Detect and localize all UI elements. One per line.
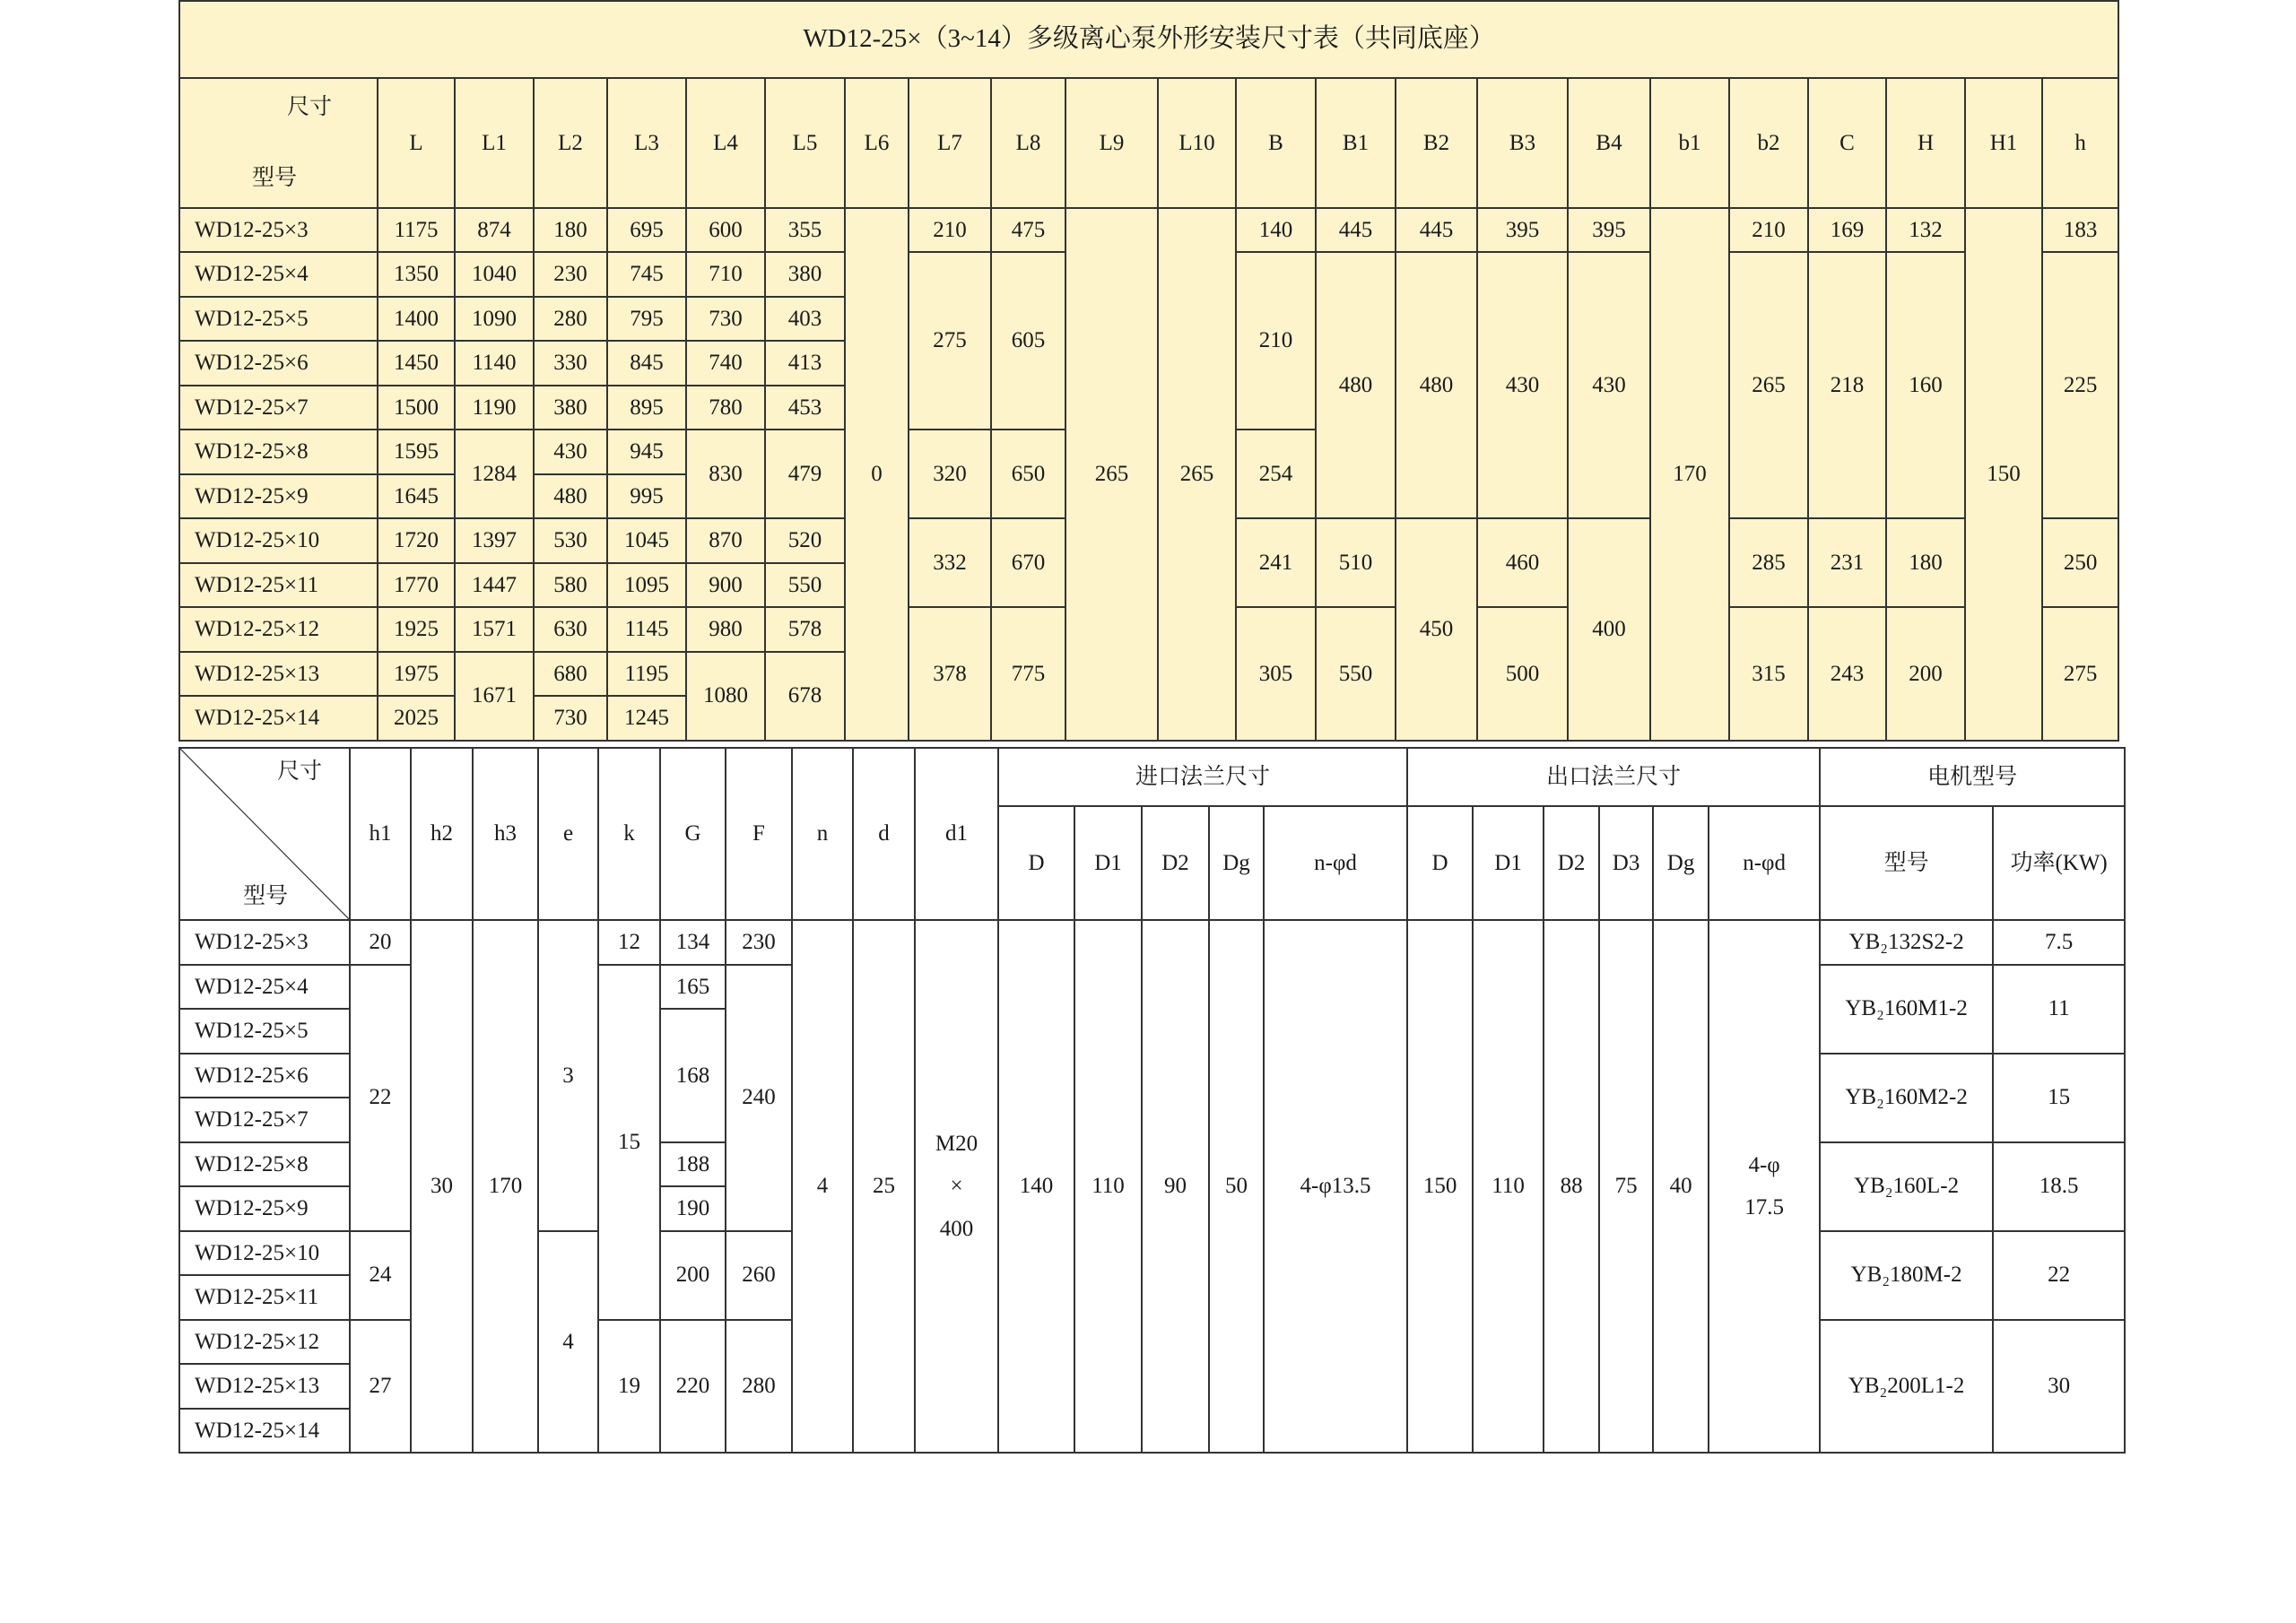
value-cell: 22: [350, 965, 411, 1231]
model-cell: WD12-25×9: [179, 1186, 350, 1231]
value-cell: 530: [534, 518, 607, 563]
column-header-l6: L6: [845, 78, 909, 208]
column-header-d: d: [853, 748, 915, 920]
value-cell: YB₂160L-2: [1820, 1142, 1993, 1231]
value-cell: 275: [909, 252, 991, 430]
value-cell: 315: [1729, 607, 1808, 741]
value-cell: 510: [1316, 518, 1396, 607]
value-cell: 400: [1568, 518, 1650, 741]
value-cell: 745: [607, 252, 686, 297]
column-header-l9: L9: [1065, 78, 1158, 208]
model-cell: WD12-25×10: [179, 1231, 350, 1276]
value-cell: 1925: [378, 607, 455, 652]
column-header-n: n: [792, 748, 853, 920]
value-cell: 520: [765, 518, 845, 563]
value-cell: 140: [998, 920, 1074, 1453]
value-cell: 1245: [607, 696, 686, 741]
value-cell: 460: [1477, 518, 1568, 607]
value-cell: 600: [686, 208, 765, 253]
value-cell: 1671: [455, 652, 534, 741]
value-cell: 40: [1653, 920, 1709, 1453]
value-cell: 4: [792, 920, 853, 1453]
value-cell: 27: [350, 1320, 411, 1454]
value-cell: 250: [2042, 518, 2118, 607]
model-cell: WD12-25×6: [179, 341, 378, 386]
value-cell: 12: [598, 920, 660, 965]
value-cell: 265: [1729, 252, 1808, 518]
outlet-column-header: Dg: [1653, 806, 1709, 920]
pump-dimension-table: [178, 0, 2119, 742]
model-cell: WD12-25×6: [179, 1054, 350, 1098]
flange-motor-table: [178, 747, 2126, 1454]
value-cell: 265: [1065, 208, 1158, 741]
value-cell: 243: [1808, 607, 1886, 741]
value-cell: 650: [991, 430, 1065, 518]
value-cell: 11: [1993, 965, 2125, 1054]
outlet-column-header: D1: [1473, 806, 1544, 920]
model-cell: WD12-25×13: [179, 652, 378, 697]
value-cell: 150: [1965, 208, 2042, 741]
value-cell: 180: [1886, 518, 1965, 607]
value-cell: 88: [1544, 920, 1599, 1453]
column-header-e: e: [538, 748, 598, 920]
model-cell: WD12-25×10: [179, 518, 378, 563]
value-cell: 1770: [378, 563, 455, 608]
motor-group-header: 电机型号: [1820, 748, 2125, 806]
column-header-l10: L10: [1158, 78, 1236, 208]
value-cell: 18.5: [1993, 1142, 2125, 1231]
value-cell: 275: [2042, 607, 2118, 741]
column-header-h1: h1: [350, 748, 411, 920]
value-cell: 480: [534, 474, 607, 519]
value-cell: 1350: [378, 252, 455, 297]
value-cell: 280: [726, 1320, 792, 1454]
outlet-column-header: D2: [1544, 806, 1599, 920]
value-cell: 200: [1886, 607, 1965, 741]
value-cell: 285: [1729, 518, 1808, 607]
column-header-l5: L5: [765, 78, 845, 208]
value-cell: 395: [1568, 208, 1650, 253]
value-cell: 30: [411, 920, 473, 1453]
value-cell: 1190: [455, 386, 534, 430]
value-cell: 150: [1407, 920, 1473, 1453]
model-cell: WD12-25×13: [179, 1364, 350, 1409]
value-cell: 22: [1993, 1231, 2125, 1320]
value-cell: 330: [534, 341, 607, 386]
value-cell: 870: [686, 518, 765, 563]
value-cell: 378: [909, 607, 991, 741]
model-cell: WD12-25×3: [179, 208, 378, 253]
value-cell: 140: [1236, 208, 1316, 253]
value-cell: 183: [2042, 208, 2118, 253]
value-cell: 30: [1993, 1320, 2125, 1454]
inlet-flange-group-header: 进口法兰尺寸: [998, 748, 1407, 806]
value-cell: YB₂200L1-2: [1820, 1320, 1993, 1454]
value-cell: 134: [660, 920, 726, 965]
outlet-column-header: D: [1407, 806, 1473, 920]
table-title: WD12-25×（3~14）多级离心泵外形安装尺寸表（共同底座）: [179, 1, 2118, 78]
value-cell: 1595: [378, 430, 455, 474]
value-cell: 430: [1568, 252, 1650, 518]
value-cell: 1645: [378, 474, 455, 519]
table-row: [179, 920, 2125, 965]
value-cell: 413: [765, 341, 845, 386]
column-header-l1: L1: [455, 78, 534, 208]
column-header-g: G: [660, 748, 726, 920]
motor-column-header: 功率(KW): [1993, 806, 2125, 920]
column-header-h: H: [1886, 78, 1965, 208]
value-cell: 15: [1993, 1054, 2125, 1142]
value-cell: YB₂160M2-2: [1820, 1054, 1993, 1142]
value-cell: 730: [686, 297, 765, 342]
column-header-k: k: [598, 748, 660, 920]
value-cell: 1140: [455, 341, 534, 386]
inlet-column-header: D: [998, 806, 1074, 920]
value-cell: 210: [1236, 252, 1316, 430]
value-cell: 19: [598, 1320, 660, 1454]
model-cell: WD12-25×9: [179, 474, 378, 519]
value-cell: 4-φ13.5: [1264, 920, 1407, 1453]
value-cell: 170: [473, 920, 538, 1453]
value-cell: 895: [607, 386, 686, 430]
inlet-column-header: Dg: [1209, 806, 1264, 920]
motor-column-header: 型号: [1820, 806, 1993, 920]
corner-dimension-label: 尺寸: [286, 95, 332, 119]
corner-model-label: 型号: [252, 166, 298, 190]
value-cell: 170: [1650, 208, 1729, 741]
value-cell: 240: [726, 965, 792, 1231]
outlet-column-header: n-φd: [1709, 806, 1820, 920]
value-cell: 395: [1477, 208, 1568, 253]
value-cell: 1040: [455, 252, 534, 297]
value-cell: 4: [538, 1231, 598, 1454]
model-cell: WD12-25×14: [179, 1409, 350, 1454]
value-cell: 254: [1236, 430, 1316, 518]
column-header-b: B: [1236, 78, 1316, 208]
value-cell: 210: [1729, 208, 1808, 253]
value-cell: 480: [1396, 252, 1477, 518]
value-cell: 280: [534, 297, 607, 342]
value-cell: 479: [765, 430, 845, 518]
column-header-b2: b2: [1729, 78, 1808, 208]
column-header-l3: L3: [607, 78, 686, 208]
value-cell: 845: [607, 341, 686, 386]
model-cell: WD12-25×8: [179, 430, 378, 474]
value-cell: 25: [853, 920, 915, 1453]
value-cell: 670: [991, 518, 1065, 607]
value-cell: 231: [1808, 518, 1886, 607]
value-cell: 320: [909, 430, 991, 518]
value-cell: 332: [909, 518, 991, 607]
value-cell: YB₂160M1-2: [1820, 965, 1993, 1054]
inlet-column-header: n-φd: [1264, 806, 1407, 920]
corner-header: [179, 748, 350, 920]
model-cell: WD12-25×7: [179, 386, 378, 430]
value-cell: M20 × 400: [915, 920, 998, 1453]
value-cell: 710: [686, 252, 765, 297]
value-cell: 775: [991, 607, 1065, 741]
value-cell: 15: [598, 965, 660, 1320]
value-cell: 630: [534, 607, 607, 652]
inlet-column-header: D2: [1142, 806, 1209, 920]
value-cell: 578: [765, 607, 845, 652]
value-cell: 1145: [607, 607, 686, 652]
model-cell: WD12-25×4: [179, 965, 350, 1010]
value-cell: 980: [686, 607, 765, 652]
corner-dimension-label: 尺寸: [276, 759, 322, 784]
value-cell: 1080: [686, 652, 765, 741]
value-cell: 680: [534, 652, 607, 697]
value-cell: 480: [1316, 252, 1396, 518]
column-header-l2: L2: [534, 78, 607, 208]
value-cell: 380: [765, 252, 845, 297]
value-cell: 180: [534, 208, 607, 253]
value-cell: 1095: [607, 563, 686, 608]
value-cell: 1195: [607, 652, 686, 697]
column-header-d1: d1: [915, 748, 998, 920]
value-cell: 1090: [455, 297, 534, 342]
value-cell: 830: [686, 430, 765, 518]
value-cell: 1450: [378, 341, 455, 386]
column-header-l8: L8: [991, 78, 1065, 208]
value-cell: 260: [726, 1231, 792, 1320]
model-cell: WD12-25×7: [179, 1098, 350, 1142]
value-cell: 200: [660, 1231, 726, 1320]
column-header-b3: B3: [1477, 78, 1568, 208]
value-cell: 403: [765, 297, 845, 342]
value-cell: 795: [607, 297, 686, 342]
column-header-l: L: [378, 78, 455, 208]
inlet-column-header: D1: [1074, 806, 1142, 920]
value-cell: 225: [2042, 252, 2118, 518]
model-cell: WD12-25×11: [179, 1275, 350, 1320]
column-header-h: h: [2042, 78, 2118, 208]
model-cell: WD12-25×14: [179, 696, 378, 741]
value-cell: 900: [686, 563, 765, 608]
value-cell: 740: [686, 341, 765, 386]
value-cell: 380: [534, 386, 607, 430]
column-header-b1: B1: [1316, 78, 1396, 208]
value-cell: 500: [1477, 607, 1568, 741]
value-cell: 550: [765, 563, 845, 608]
model-cell: WD12-25×5: [179, 297, 378, 342]
column-header-b4: B4: [1568, 78, 1650, 208]
value-cell: 160: [1886, 252, 1965, 518]
value-cell: 210: [909, 208, 991, 253]
outlet-flange-group-header: 出口法兰尺寸: [1407, 748, 1820, 806]
value-cell: 730: [534, 696, 607, 741]
value-cell: 874: [455, 208, 534, 253]
model-cell: WD12-25×11: [179, 563, 378, 608]
value-cell: 678: [765, 652, 845, 741]
value-cell: 230: [534, 252, 607, 297]
value-cell: 1045: [607, 518, 686, 563]
value-cell: 1720: [378, 518, 455, 563]
value-cell: 1571: [455, 607, 534, 652]
value-cell: 230: [726, 920, 792, 965]
column-header-l4: L4: [686, 78, 765, 208]
column-header-b2: B2: [1396, 78, 1477, 208]
value-cell: 3: [538, 920, 598, 1231]
column-header-c: C: [1808, 78, 1886, 208]
value-cell: 241: [1236, 518, 1316, 607]
value-cell: 1975: [378, 652, 455, 697]
value-cell: 110: [1473, 920, 1544, 1453]
model-cell: WD12-25×5: [179, 1009, 350, 1054]
outlet-column-header: D3: [1599, 806, 1653, 920]
value-cell: 218: [1808, 252, 1886, 518]
value-cell: 1284: [455, 430, 534, 518]
value-cell: 450: [1396, 518, 1477, 741]
column-header-h3: h3: [473, 748, 538, 920]
value-cell: 168: [660, 1009, 726, 1142]
value-cell: 0: [845, 208, 909, 741]
value-cell: 780: [686, 386, 765, 430]
value-cell: 475: [991, 208, 1065, 253]
corner-model-label: 型号: [243, 883, 289, 908]
value-cell: 580: [534, 563, 607, 608]
column-header-b1: b1: [1650, 78, 1729, 208]
value-cell: 20: [350, 920, 411, 965]
value-cell: 132: [1886, 208, 1965, 253]
value-cell: 605: [991, 252, 1065, 430]
value-cell: 190: [660, 1186, 726, 1231]
model-cell: WD12-25×8: [179, 1142, 350, 1187]
value-cell: 1175: [378, 208, 455, 253]
table-row: [179, 208, 2118, 253]
column-header-l7: L7: [909, 78, 991, 208]
value-cell: 75: [1599, 920, 1653, 1453]
value-cell: 165: [660, 965, 726, 1010]
value-cell: 945: [607, 430, 686, 474]
value-cell: 995: [607, 474, 686, 519]
model-cell: WD12-25×3: [179, 920, 350, 965]
column-header-h1: H1: [1965, 78, 2042, 208]
value-cell: 90: [1142, 920, 1209, 1453]
column-header-h2: h2: [411, 748, 473, 920]
value-cell: 24: [350, 1231, 411, 1320]
value-cell: 550: [1316, 607, 1396, 741]
value-cell: YB₂132S2-2: [1820, 920, 1993, 965]
value-cell: 1397: [455, 518, 534, 563]
value-cell: YB₂180M-2: [1820, 1231, 1993, 1320]
value-cell: 355: [765, 208, 845, 253]
value-cell: 430: [1477, 252, 1568, 518]
value-cell: 430: [534, 430, 607, 474]
model-cell: WD12-25×12: [179, 607, 378, 652]
corner-header: [179, 78, 378, 208]
value-cell: 1447: [455, 563, 534, 608]
value-cell: 1500: [378, 386, 455, 430]
value-cell: 220: [660, 1320, 726, 1454]
value-cell: 50: [1209, 920, 1264, 1453]
value-cell: 265: [1158, 208, 1236, 741]
value-cell: 695: [607, 208, 686, 253]
model-cell: WD12-25×12: [179, 1320, 350, 1365]
value-cell: 169: [1808, 208, 1886, 253]
value-cell: 4-φ 17.5: [1709, 920, 1820, 1453]
value-cell: 7.5: [1993, 920, 2125, 965]
value-cell: 2025: [378, 696, 455, 741]
value-cell: 453: [765, 386, 845, 430]
value-cell: 445: [1316, 208, 1396, 253]
column-header-f: F: [726, 748, 792, 920]
value-cell: 188: [660, 1142, 726, 1187]
model-cell: WD12-25×4: [179, 252, 378, 297]
value-cell: 305: [1236, 607, 1316, 741]
value-cell: 445: [1396, 208, 1477, 253]
value-cell: 1400: [378, 297, 455, 342]
value-cell: 110: [1074, 920, 1142, 1453]
